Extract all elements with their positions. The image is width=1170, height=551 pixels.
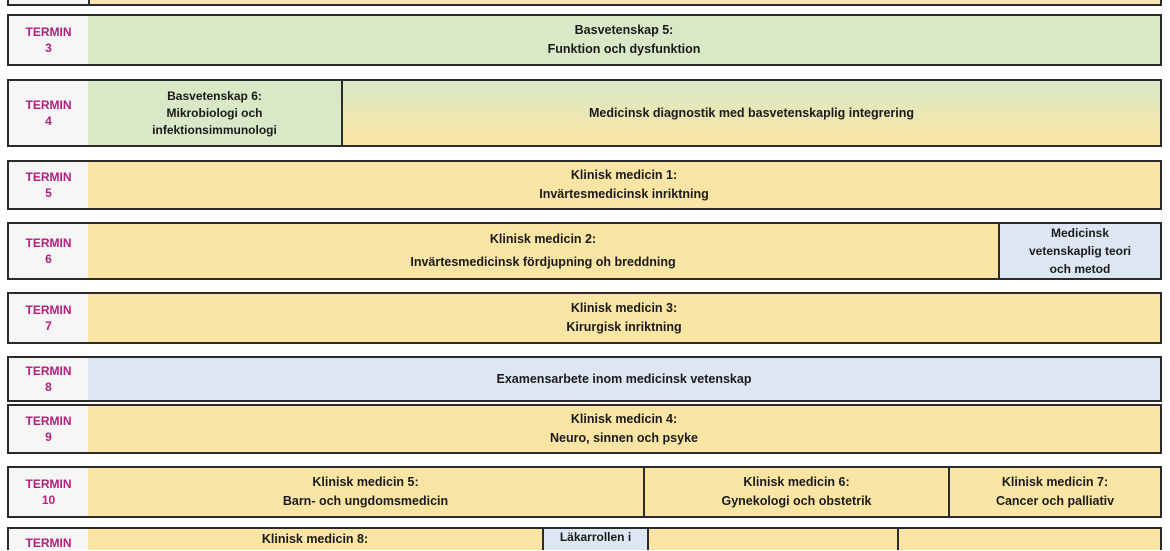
- term-label: TERMIN: [25, 477, 72, 491]
- course-title: Medicinsk diagnostik med basvetenskaplig integrering: [588, 105, 915, 120]
- course-cell: [88, 358, 1160, 400]
- course-title: Klinisk medicin 8:: [261, 532, 369, 546]
- course-subtitle: Mikrobiologi och: [166, 105, 263, 120]
- term-number: 8: [45, 380, 52, 394]
- term-cell: [9, 224, 90, 278]
- course-title: Läkarrollen i: [559, 530, 632, 544]
- course-subtitle: Neuro, sinnen och psyke: [550, 431, 698, 445]
- course-title: Klinisk medicin 7:: [1001, 475, 1109, 489]
- course-cell: [343, 81, 1160, 145]
- course-cell: [88, 224, 1000, 278]
- course-title: Basvetenskap 5:: [574, 23, 674, 37]
- term-number: 10: [41, 493, 56, 507]
- term-row-3: [7, 14, 1162, 66]
- course-title: Klinisk medicin 6:: [743, 475, 850, 489]
- course-cell: [645, 468, 950, 516]
- term-number: 5: [45, 186, 52, 200]
- term-number: 9: [45, 430, 52, 444]
- term-number: 3: [45, 41, 52, 55]
- term-cell: [9, 358, 90, 400]
- term-cell: [9, 529, 90, 550]
- course-cell: [899, 529, 1160, 550]
- term-label: TERMIN: [25, 536, 72, 550]
- term-number: 4: [45, 114, 52, 128]
- term-label: TERMIN: [25, 303, 72, 317]
- course-cell: [88, 406, 1160, 452]
- term-row-10: [7, 466, 1162, 518]
- course-subtitle: Gynekologi och obstetrik: [721, 494, 872, 508]
- term-cell: [9, 406, 90, 452]
- course-subtitle: Cancer och palliativ: [995, 494, 1115, 508]
- course-title: Medicinsk: [1050, 226, 1110, 240]
- course-cell: [544, 529, 649, 550]
- course-cell: [649, 529, 899, 550]
- term-label: TERMIN: [25, 414, 72, 428]
- term-cell: [9, 0, 90, 4]
- course-subtitle: Kirurgisk inriktning: [566, 320, 682, 334]
- term-label: TERMIN: [25, 170, 72, 184]
- course-subtitle: infektionsimmunologi: [152, 122, 277, 137]
- course-title: Examensarbete inom medicinsk vetenskap: [496, 371, 752, 386]
- course-subtitle: Invärtesmedicinsk fördjupning oh breddning: [410, 255, 676, 269]
- term-number: 6: [45, 252, 52, 266]
- course-title: Basvetenskap 6:: [167, 88, 262, 103]
- term-label: TERMIN: [25, 25, 72, 39]
- course-subtitle: vetenskaplig teori: [1028, 244, 1132, 258]
- course-cell: [88, 294, 1160, 342]
- term-row-4: [7, 79, 1162, 147]
- term-label: TERMIN: [25, 236, 72, 250]
- term-cell: [9, 294, 90, 342]
- term-cell: [9, 81, 90, 145]
- partial-row-top: [7, 0, 1162, 6]
- course-title: Klinisk medicin 2:: [489, 232, 597, 246]
- term-cell: [9, 16, 90, 64]
- course-cell: [88, 81, 343, 145]
- term-row-8: [7, 356, 1162, 402]
- course-subtitle: Barn- och ungdomsmedicin: [282, 494, 449, 508]
- course-subtitle: Funktion och dysfunktion: [547, 42, 701, 56]
- course-title: Klinisk medicin 1:: [570, 168, 678, 182]
- term-number: 7: [45, 319, 52, 333]
- course-title: Klinisk medicin 4:: [570, 412, 678, 426]
- course-cell: [950, 468, 1160, 516]
- course-cell: [88, 529, 544, 550]
- term-row-5: [7, 160, 1162, 210]
- course-subtitle: Invärtesmedicinsk inriktning: [539, 187, 709, 201]
- course-subtitle: och metod: [1049, 262, 1111, 276]
- term-label: TERMIN: [25, 364, 72, 378]
- term-cell: [9, 468, 90, 516]
- course-cell: [88, 162, 1160, 208]
- term-row-9: [7, 404, 1162, 454]
- term-row-7: [7, 292, 1162, 344]
- term-row-partial: [7, 527, 1162, 550]
- course-cell: [88, 16, 1160, 64]
- course-cell: [1000, 224, 1160, 278]
- course-title: Klinisk medicin 5:: [312, 475, 419, 489]
- term-label: TERMIN: [25, 98, 72, 112]
- course-title: Klinisk medicin 3:: [570, 301, 678, 315]
- course-cell: [88, 468, 645, 516]
- term-cell: [9, 162, 90, 208]
- term-row-6: [7, 222, 1162, 280]
